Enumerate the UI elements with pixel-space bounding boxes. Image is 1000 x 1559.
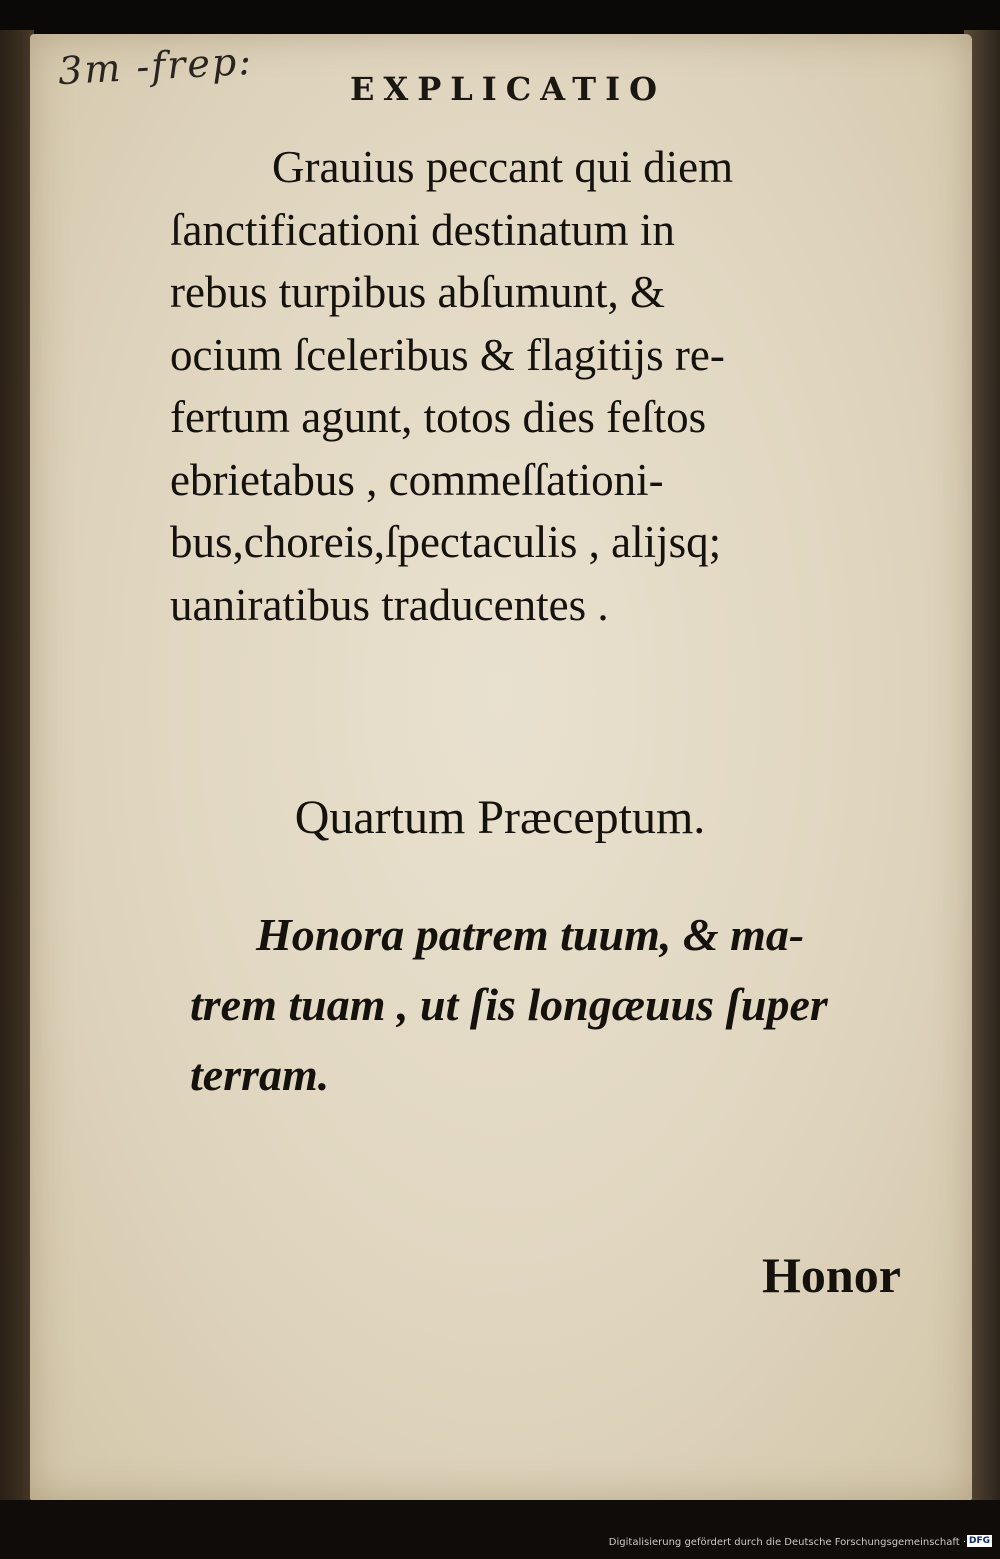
paragraph-line: fertum agunt, totos dies feſtos [170,392,707,442]
precept-line: trem tuam , ut ſis longæuus ſuper [190,979,828,1030]
scan-top-border [0,0,1000,38]
precept-text [190,900,910,1110]
section-heading: Quartum Præceptum. [294,791,706,844]
paragraph-line: ſanctificationi destinatum in [170,204,675,255]
paragraph-line: ebrietabus , commeſſationi- [170,454,664,505]
paragraph-line: ocium ſceleribus & flagitijs re- [170,329,725,380]
precept-line: terram. [190,1049,330,1100]
paragraph-line: Grauius peccant qui diem [272,142,734,192]
running-head: EXPLICATIO [350,70,666,108]
precept-line: Honora patrem tuum, & ma- [256,909,805,960]
catchword: Honor [762,1247,901,1303]
explanation-paragraph [170,136,906,636]
paragraph-line: uaniratibus traducentes . [170,579,609,630]
book-binding-left [0,30,34,1530]
paragraph-line: rebus turpibus abſumunt, & [170,267,665,317]
dfg-logo: DFG [968,1536,990,1546]
handwritten-note: 3m -frep: [56,38,255,94]
scan-bottom-border [0,1500,1000,1559]
paragraph-line: bus,choreis,ſpectaculis , alijsq; [170,517,722,567]
digitization-credit: Digitalisierung gefördert durch die Deutsche Forschungsgemeinschaft · [608,1537,966,1548]
